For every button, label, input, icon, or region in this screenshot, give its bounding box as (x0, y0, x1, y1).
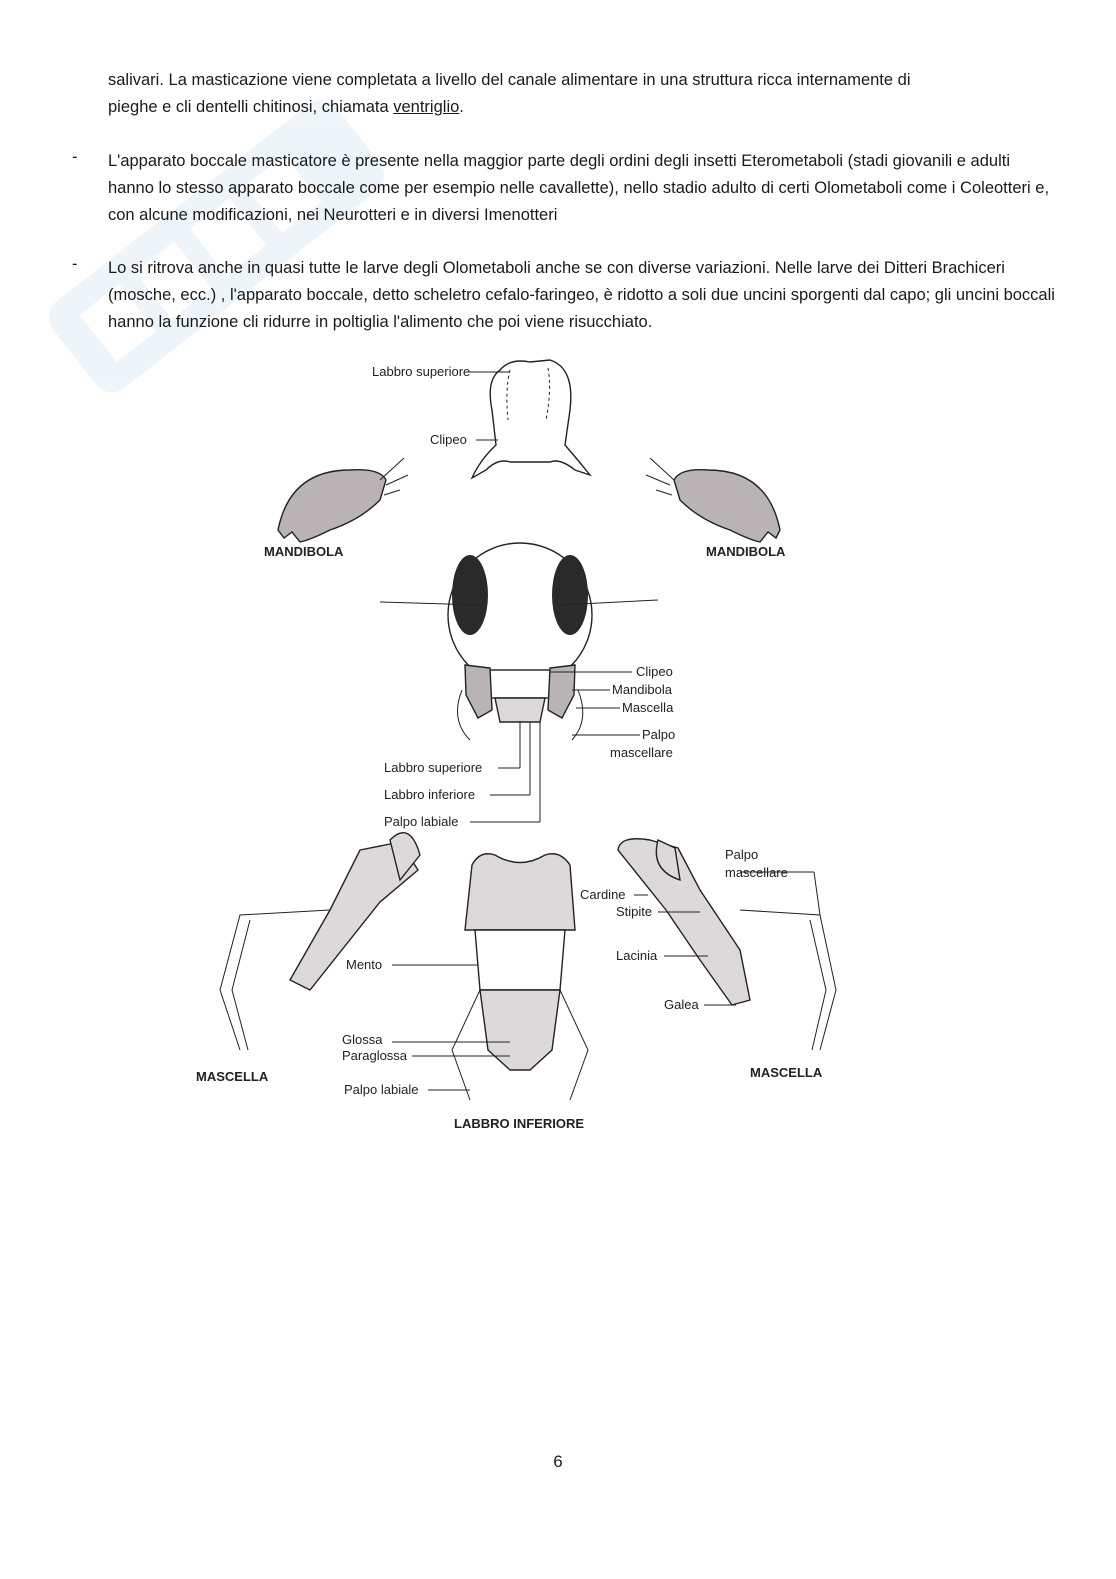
mouthparts-diagram (180, 350, 860, 1150)
maxilla-left-drawing (220, 833, 420, 1050)
label-stipite: Stipite (616, 904, 653, 919)
label-paraglossa: Paraglossa (342, 1048, 408, 1063)
labrum-drawing (472, 360, 590, 478)
head-frontal-drawing (380, 543, 658, 740)
caption-mandibola-left: MANDIBOLA (264, 544, 344, 559)
label-palpo-right-1: Palpo (725, 847, 759, 862)
bullet-paragraph-1 (108, 148, 1058, 229)
bullet-2-text: Lo si ritrova anche in quasi tutte le larve degli Olometaboli anche se con diverse variazioni. Nelle larve dei Ditteri Brachiceri (mosche, ecc.) , l'apparato boccale, detto scheletro cefalo-faringeo, è ridotto a soli due uncini sporgenti dal capo; gli uncini boccali hanno la funzione cli ridurre in poltiglia l'alimento che poi viene risucchiato. (108, 259, 1055, 331)
label-palpo-2: mascellare (610, 745, 673, 760)
mandible-right-drawing (646, 458, 780, 542)
caption-mandibola-right: MANDIBOLA (706, 544, 786, 559)
caption-mascella-left: MASCELLA (196, 1069, 269, 1084)
ventriglio-term: ventriglio (393, 98, 460, 116)
label-labbro-inferiore: Labbro inferiore (384, 787, 476, 802)
caption-mascella-right: MASCELLA (750, 1065, 823, 1080)
label-mento: Mento (346, 957, 383, 972)
label-clipeo-top: Clipeo (430, 432, 467, 447)
intro-paragraph (108, 67, 1058, 121)
label-galea: Galea (664, 997, 699, 1012)
bullet-marker-2: - (72, 255, 78, 273)
bullet-1-text: L'apparato boccale masticatore è presente nella maggior parte degli ordini degli insetti Eterometaboli (stadi giovanili e adulti hanno lo stesso apparato boccale come per esempio nelle cavallette), nello stadio adulto di certi Olometaboli come i Coleotteri e, con alcune modificazioni, nei Neurotteri e in diversi Imenotteri (108, 152, 1050, 224)
intro-line-2-end: . (459, 98, 464, 116)
intro-line-2 (108, 94, 1058, 121)
label-palpo-right-2: mascellare (725, 865, 788, 880)
label-glossa: Glossa (342, 1032, 383, 1047)
labium-drawing (452, 854, 588, 1100)
caption-labbro-inferiore: LABBRO INFERIORE (454, 1116, 584, 1131)
label-mandibola: Mandibola (612, 682, 672, 697)
label-labbro-superiore-top: Labbro superiore (372, 364, 471, 379)
label-labbro-superiore: Labbro superiore (384, 760, 483, 775)
bullet-marker-1: - (72, 148, 78, 166)
label-palpo-1: Palpo (642, 727, 676, 742)
label-palpo-labiale-labium: Palpo labiale (344, 1082, 419, 1097)
intro-line-2-text: pieghe e cli dentelli chitinosi, chiamata (108, 98, 394, 116)
label-clipeo: Clipeo (636, 664, 673, 679)
label-palpo-labiale: Palpo labiale (384, 814, 459, 829)
bullet-paragraph-2 (108, 255, 1058, 336)
label-cardine: Cardine (580, 887, 626, 902)
mandible-left-drawing (278, 458, 408, 542)
page-number: 6 (553, 1452, 563, 1471)
intro-line-1: salivari. La masticazione viene completata a livello del canale alimentare in una struttura ricca internamente di (108, 71, 911, 89)
mouthparts-figure (180, 350, 860, 1150)
label-lacinia: Lacinia (616, 948, 658, 963)
label-mascella: Mascella (622, 700, 674, 715)
